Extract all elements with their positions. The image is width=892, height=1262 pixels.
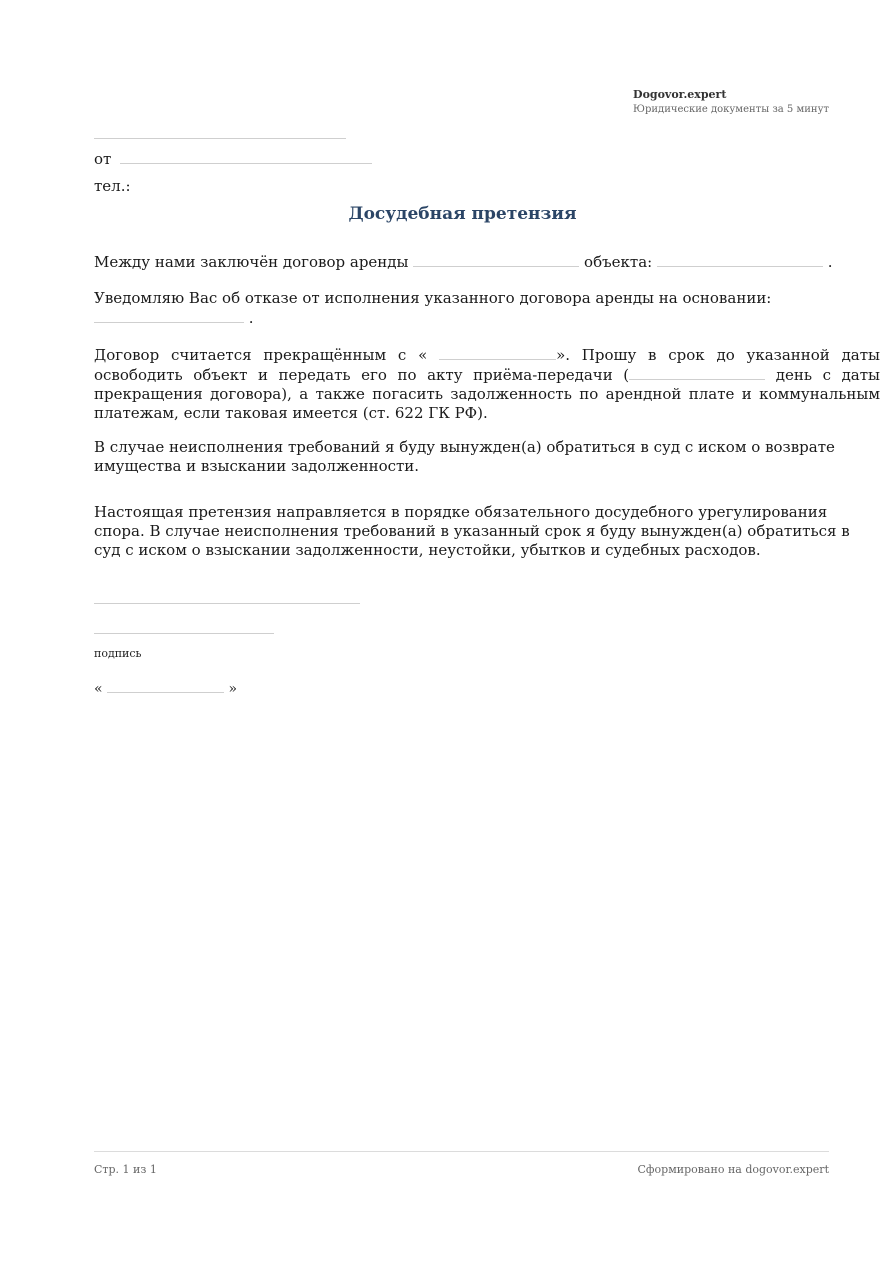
date-close-quote: »	[228, 681, 238, 697]
document-title: Досудебная претензия	[348, 204, 577, 224]
name-blank[interactable]	[94, 603, 360, 604]
from-blank[interactable]	[120, 149, 372, 164]
termination-date-blank[interactable]	[439, 345, 556, 360]
contract-blank[interactable]	[413, 252, 579, 267]
paragraph-refusal	[94, 289, 880, 328]
grounds-blank[interactable]	[94, 308, 244, 323]
addressee-blank[interactable]	[94, 138, 346, 139]
footer-page-number: Стр. 1 из 1	[94, 1163, 157, 1176]
p3-text-b: ». Прошу в срок до указанной даты освободить объект и передать его по акту приёма-передачи (	[94, 346, 880, 384]
date-blank[interactable]	[107, 678, 224, 693]
paragraph-pretrial: Настоящая претензия направляется в порядке обязательного досудебного урегулирования спора. В случае неисполнения требований в указанный срок я буду вынужден(а) обратиться в суд с иском о взыскании задолженности, неустойки, убытков и судебных расходов.	[94, 503, 850, 559]
from-label: от	[94, 150, 112, 168]
date-open-quote: «	[94, 681, 103, 697]
paragraph-contract	[94, 252, 880, 272]
date-line	[94, 678, 237, 699]
p3-text-a: Договор считается прекращённым с «	[94, 346, 428, 364]
from-line	[94, 149, 372, 169]
signature-blank[interactable]	[94, 633, 274, 634]
signature-label: подпись	[94, 647, 142, 660]
phone-label: тел.:	[94, 177, 131, 195]
paragraph-court-warning: В случае неисполнения требований я буду вынужден(а) обратиться в суд с иском о возврате имущества и взыскании задолженности.	[94, 438, 835, 475]
footer-generated: Сформировано на dogovor.expert	[637, 1163, 829, 1176]
days-blank[interactable]	[629, 365, 765, 380]
brand-name: Dogovor.expert	[633, 88, 727, 101]
brand-block	[633, 88, 829, 117]
p3-text-c: день с даты прекращения договора), а также погасить задолженность по арендной плате и коммунальным платежам, если таковая имеется (ст. 622 ГК РФ).	[94, 366, 880, 422]
p2-text-b: .	[248, 309, 254, 327]
object-blank[interactable]	[657, 252, 823, 267]
p1-text-c: .	[827, 253, 833, 271]
p1-text-b: объекта:	[584, 253, 653, 271]
p2-text-a: Уведомляю Вас об отказе от исполнения указанного договора аренды на основании:	[94, 289, 772, 307]
p1-text-a: Между нами заключён договор аренды	[94, 253, 409, 271]
brand-tagline: Юридические документы за 5 минут	[633, 104, 829, 115]
paragraph-termination	[94, 345, 880, 423]
footer-divider	[94, 1151, 829, 1152]
